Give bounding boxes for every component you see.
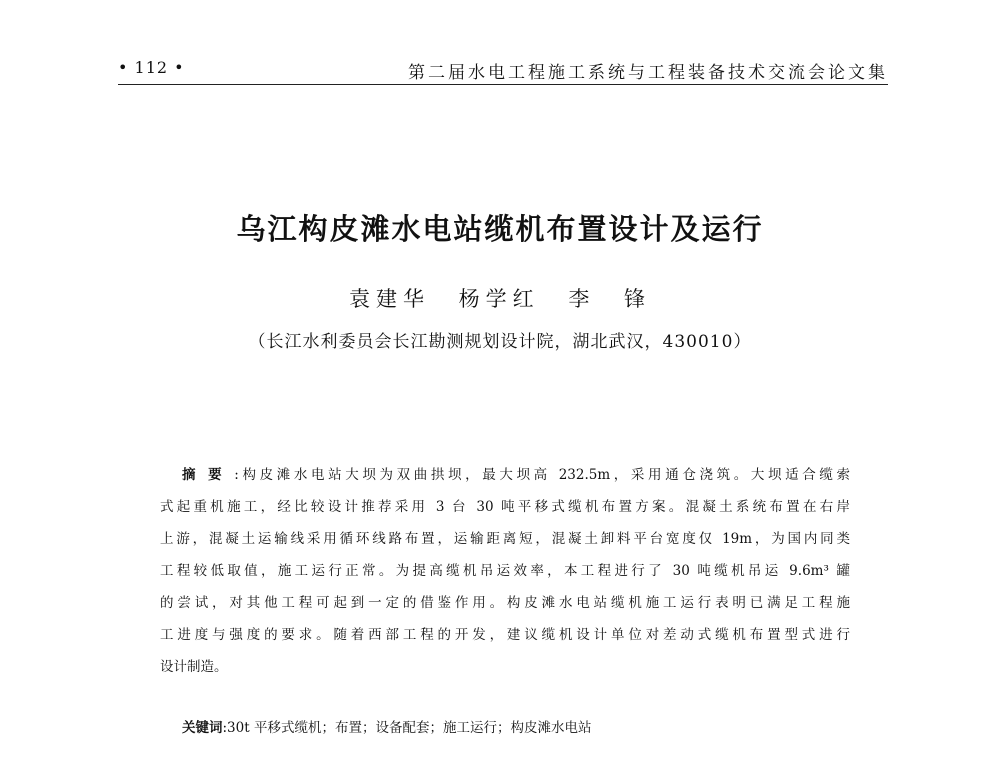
- abstract-line: 设计制造。: [160, 659, 228, 675]
- page-header: [118, 50, 888, 86]
- paper-title: 乌江构皮滩水电站缆机布置设计及运行: [236, 212, 764, 246]
- keywords-text: :30t 平移式缆机；布置；设备配套；施工运行；构皮滩水电站: [222, 720, 592, 736]
- abstract-label: 摘要: [182, 467, 235, 483]
- abstract-line: [160, 459, 850, 491]
- keywords-label: 关键词: [182, 720, 223, 736]
- authors: 袁建华 杨学红 李 锋: [348, 287, 652, 311]
- abstract: [160, 459, 850, 683]
- abstract-line: 的尝试，对其他工程可起到一定的借鉴作用。构皮滩水电站缆机施工运行表明已满足工程施: [160, 595, 850, 611]
- keywords: [182, 716, 591, 736]
- abstract-line: 上游，混凝土运输线采用循环线路布置，运输距离短，混凝土卸料平台宽度仅 19m，为国内同类: [160, 531, 850, 547]
- affiliation: （长江水利委员会长江勘测规划设计院，湖北武汉，430010）: [248, 332, 752, 352]
- running-title: 第二届水电工程施工系统与工程装备技术交流会论文集: [408, 63, 888, 83]
- abstract-line-text: :构皮滩水电站大坝为双曲拱坝，最大坝高 232.5m，采用通仓浇筑。大坝适合缆索: [234, 467, 850, 483]
- abstract-line: 工程较低取值，施工运行正常。为提高缆机吊运效率，本工程进行了 30 吨缆机吊运 9.6m³ 罐: [160, 563, 850, 579]
- page-number: • 112 •: [118, 58, 185, 77]
- abstract-line: 工进度与强度的要求。随着西部工程的开发，建议缆机设计单位对差动式缆机布置型式进行: [160, 627, 850, 643]
- header-divider: [118, 84, 888, 85]
- abstract-line: 式起重机施工，经比较设计推荐采用 3 台 30 吨平移式缆机布置方案。混凝土系统布置在右岸: [160, 499, 850, 515]
